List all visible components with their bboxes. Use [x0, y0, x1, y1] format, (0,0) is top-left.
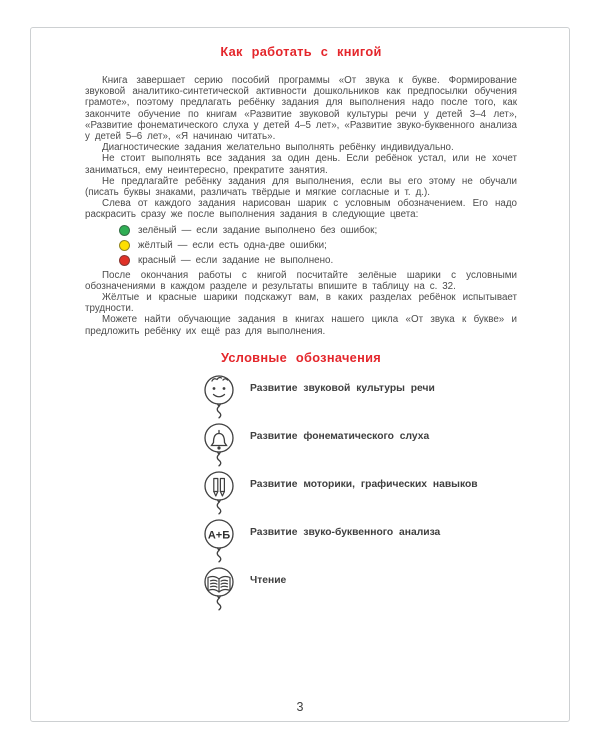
open-book-icon [197, 566, 241, 611]
paragraph-2: Диагностические задания желательно выполнять ребёнку индивидуально. [102, 142, 454, 154]
list-item [197, 518, 517, 563]
bell-icon [197, 422, 241, 467]
list-item [197, 422, 517, 467]
green-balloon-icon [119, 225, 130, 236]
red-balloon-icon [119, 255, 130, 266]
paragraph-3: Не стоит выполнять все задания за один день. Если ребёнок устал, или не хочет заниматься, ему неинтересно, прекратите занятия. [85, 153, 517, 176]
bullet-text: зелёный — если задание выполнено без ошибок; [138, 224, 378, 236]
legend-label: Развитие звуковой культуры речи [250, 382, 435, 394]
letter-analysis-icon [197, 518, 241, 563]
list-item [197, 374, 517, 419]
paragraph-8: Можете найти обучающие задания в книгах нашего цикла «От звука к букве» и предложить ребёнку их ещё раз для выполнения. [85, 314, 517, 337]
page-content [85, 44, 517, 614]
legend-title: Условные обозначения [220, 349, 382, 365]
paragraph-1: Книга завершает серию пособий программы «От звука к букве. Формирование звуковой аналитико-синтетической активности дошкольников как предпосылки обучения грамоте», поэтому предлагать ребёнку задания для выполнения надо после того, как закончите обучение по книгам «Развитие звуковой культуры речи у детей 3–4 лет», «Развитие фонематического слуха у детей 4–5 лет», «Развитие звуко-буквенного анализа у детей 5–6 лет», «Я начинаю читать». [85, 75, 517, 143]
legend-list [85, 374, 517, 611]
svg-text:А+Б: А+Б [207, 529, 231, 542]
legend-label: Чтение [250, 574, 287, 586]
paragraph-7: Жёлтые и красные шарики подскажут вам, в каких разделах ребёнок испытывает трудности. [85, 292, 517, 315]
page-number: 3 [296, 700, 304, 714]
list-item [119, 225, 517, 236]
bullet-text: жёлтый — если есть одна-две ошибки; [138, 239, 327, 251]
legend-label: Развитие моторики, графических навыков [250, 478, 478, 490]
legend-label: Развитие фонематического слуха [250, 430, 430, 442]
child-face-icon [197, 374, 241, 419]
yellow-balloon-icon [119, 240, 130, 251]
paragraph-5: Слева от каждого задания нарисован шарик с условным обозначением. Его надо раскрасить сразу же после выполнения задания в следующие цвета: [85, 198, 517, 221]
legend-label: Развитие звуко-буквенного анализа [250, 526, 441, 538]
paragraph-4: Не предлагайте ребёнку задания для выполнения, если вы его этому не обучали (писать буквы знаками, различать твёрдые и мягкие согласные и т. д.). [85, 175, 517, 199]
list-item [119, 240, 517, 251]
bullet-text: красный — если задание не выполнено. [138, 254, 334, 266]
list-item [119, 255, 517, 266]
list-item [197, 566, 517, 611]
pencils-icon [197, 470, 241, 515]
color-legend-list [85, 225, 517, 266]
list-item [197, 470, 517, 515]
paragraph-6: После окончания работы с книгой посчитайте зелёные шарики с условными обозначениями в каждом разделе и результаты впишите в таблицу на с. 32. [85, 269, 517, 292]
page-title: Как работать с книгой [220, 44, 382, 59]
